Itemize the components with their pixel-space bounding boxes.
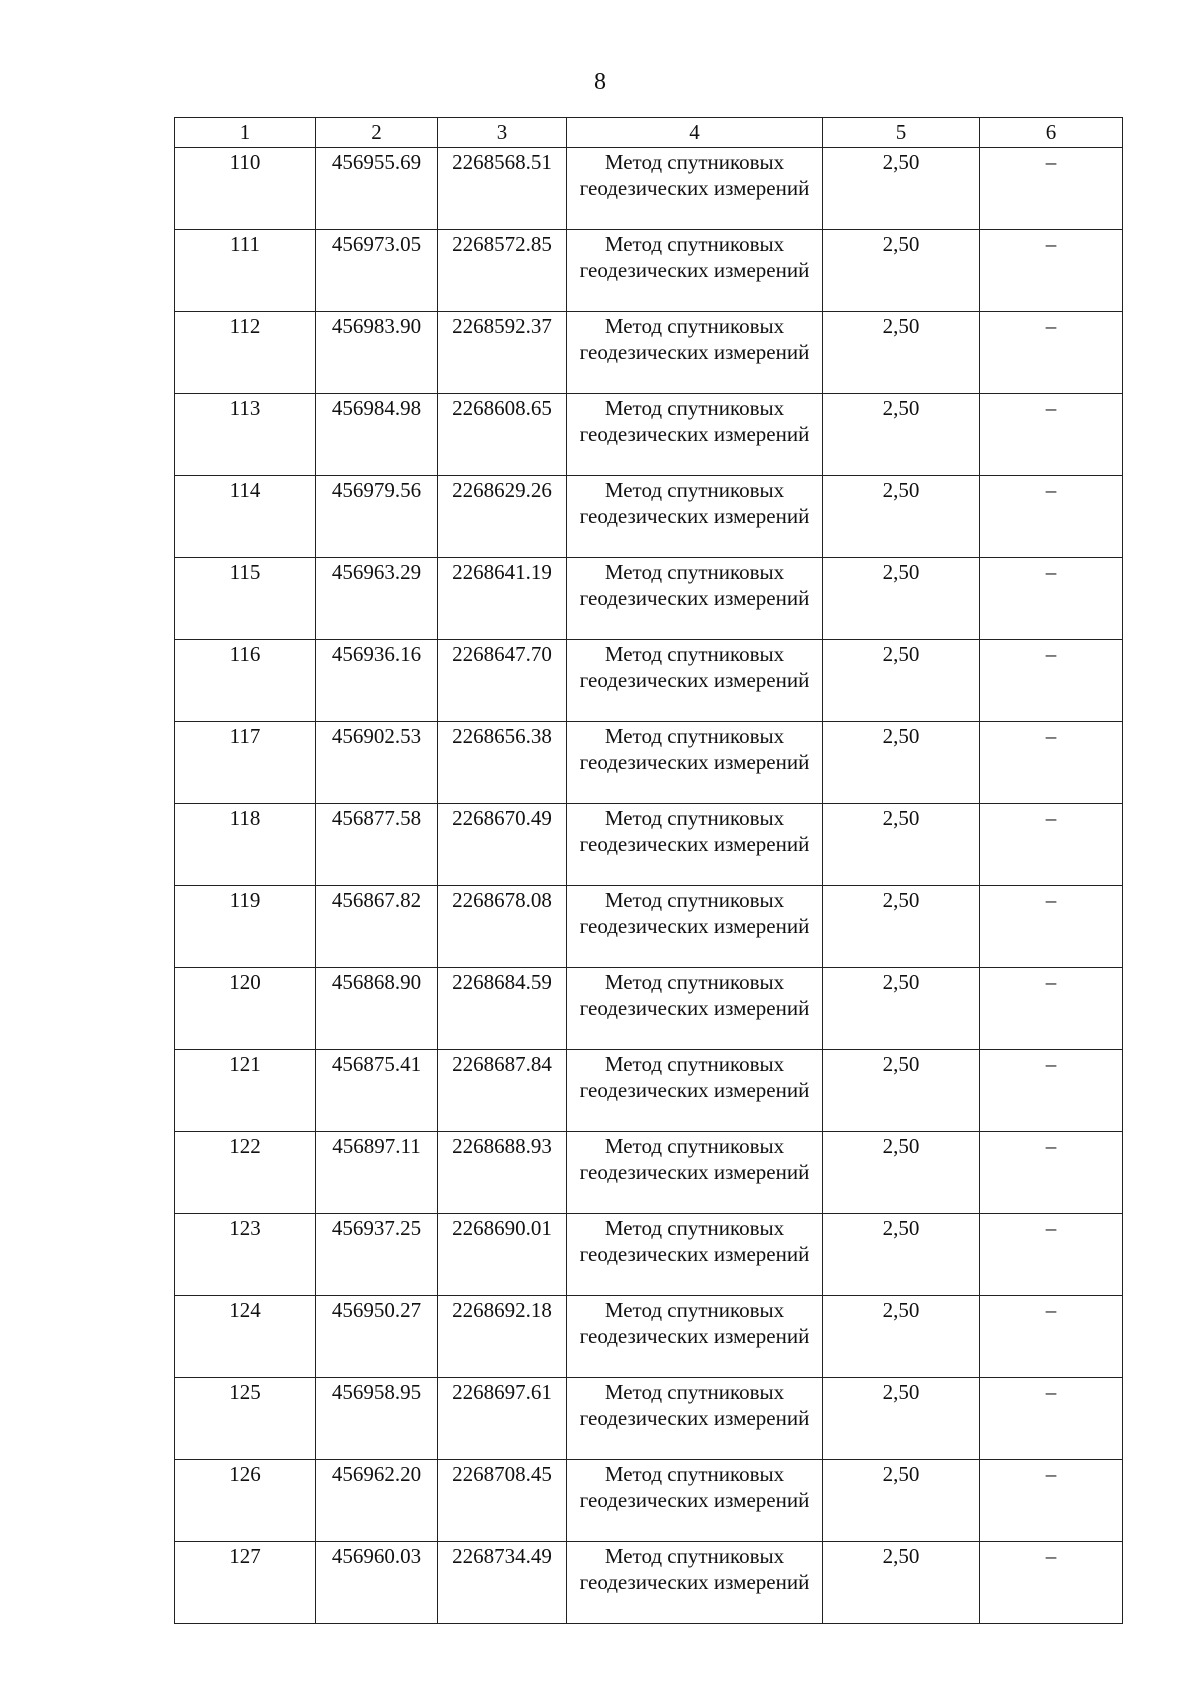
point-number-cell: 121	[175, 1050, 316, 1132]
accuracy-cell: 2,50	[823, 230, 980, 312]
point-number-cell: 113	[175, 394, 316, 476]
y-coordinate-cell: 2268697.61	[438, 1378, 567, 1460]
header-col-1: 1	[175, 118, 316, 148]
x-coordinate-cell: 456958.95	[316, 1378, 438, 1460]
y-coordinate-cell: 2268629.26	[438, 476, 567, 558]
accuracy-cell: 2,50	[823, 312, 980, 394]
header-col-5: 5	[823, 118, 980, 148]
method-cell: Метод спутниковых геодезических измерений	[567, 476, 823, 558]
method-cell: Метод спутниковых геодезических измерений	[567, 312, 823, 394]
table-row	[175, 968, 1123, 1050]
table-row	[175, 476, 1123, 558]
note-cell: –	[980, 558, 1123, 640]
table-row	[175, 886, 1123, 968]
x-coordinate-cell: 456937.25	[316, 1214, 438, 1296]
accuracy-cell: 2,50	[823, 1050, 980, 1132]
x-coordinate-cell: 456875.41	[316, 1050, 438, 1132]
table-row	[175, 722, 1123, 804]
coordinates-table	[174, 117, 1123, 1624]
table-row	[175, 640, 1123, 722]
accuracy-cell: 2,50	[823, 640, 980, 722]
accuracy-cell: 2,50	[823, 722, 980, 804]
note-cell: –	[980, 476, 1123, 558]
header-col-3: 3	[438, 118, 567, 148]
table-row	[175, 1132, 1123, 1214]
point-number-cell: 111	[175, 230, 316, 312]
accuracy-cell: 2,50	[823, 476, 980, 558]
point-number-cell: 116	[175, 640, 316, 722]
y-coordinate-cell: 2268690.01	[438, 1214, 567, 1296]
y-coordinate-cell: 2268687.84	[438, 1050, 567, 1132]
method-cell: Метод спутниковых геодезических измерений	[567, 1214, 823, 1296]
accuracy-cell: 2,50	[823, 1296, 980, 1378]
method-cell: Метод спутниковых геодезических измерений	[567, 558, 823, 640]
note-cell: –	[980, 312, 1123, 394]
table-row	[175, 148, 1123, 230]
accuracy-cell: 2,50	[823, 804, 980, 886]
method-cell: Метод спутниковых геодезических измерений	[567, 1542, 823, 1624]
note-cell: –	[980, 968, 1123, 1050]
method-cell: Метод спутниковых геодезических измерений	[567, 1050, 823, 1132]
y-coordinate-cell: 2268647.70	[438, 640, 567, 722]
method-cell: Метод спутниковых геодезических измерений	[567, 1296, 823, 1378]
accuracy-cell: 2,50	[823, 1542, 980, 1624]
table-row	[175, 230, 1123, 312]
header-col-6: 6	[980, 118, 1123, 148]
point-number-cell: 112	[175, 312, 316, 394]
note-cell: –	[980, 1132, 1123, 1214]
table-row	[175, 1214, 1123, 1296]
method-cell: Метод спутниковых геодезических измерений	[567, 804, 823, 886]
y-coordinate-cell: 2268734.49	[438, 1542, 567, 1624]
note-cell: –	[980, 394, 1123, 476]
note-cell: –	[980, 230, 1123, 312]
note-cell: –	[980, 722, 1123, 804]
x-coordinate-cell: 456983.90	[316, 312, 438, 394]
table-row	[175, 1542, 1123, 1624]
table-row	[175, 1296, 1123, 1378]
y-coordinate-cell: 2268688.93	[438, 1132, 567, 1214]
y-coordinate-cell: 2268568.51	[438, 148, 567, 230]
note-cell: –	[980, 1296, 1123, 1378]
accuracy-cell: 2,50	[823, 1214, 980, 1296]
y-coordinate-cell: 2268656.38	[438, 722, 567, 804]
method-cell: Метод спутниковых геодезических измерений	[567, 230, 823, 312]
point-number-cell: 114	[175, 476, 316, 558]
point-number-cell: 127	[175, 1542, 316, 1624]
x-coordinate-cell: 456897.11	[316, 1132, 438, 1214]
table-row	[175, 558, 1123, 640]
accuracy-cell: 2,50	[823, 1378, 980, 1460]
x-coordinate-cell: 456936.16	[316, 640, 438, 722]
x-coordinate-cell: 456867.82	[316, 886, 438, 968]
accuracy-cell: 2,50	[823, 1460, 980, 1542]
x-coordinate-cell: 456950.27	[316, 1296, 438, 1378]
note-cell: –	[980, 148, 1123, 230]
note-cell: –	[980, 1460, 1123, 1542]
point-number-cell: 124	[175, 1296, 316, 1378]
x-coordinate-cell: 456984.98	[316, 394, 438, 476]
accuracy-cell: 2,50	[823, 1132, 980, 1214]
y-coordinate-cell: 2268692.18	[438, 1296, 567, 1378]
header-col-2: 2	[316, 118, 438, 148]
x-coordinate-cell: 456877.58	[316, 804, 438, 886]
point-number-cell: 119	[175, 886, 316, 968]
y-coordinate-cell: 2268572.85	[438, 230, 567, 312]
x-coordinate-cell: 456979.56	[316, 476, 438, 558]
accuracy-cell: 2,50	[823, 968, 980, 1050]
table-header	[175, 118, 1123, 148]
y-coordinate-cell: 2268608.65	[438, 394, 567, 476]
method-cell: Метод спутниковых геодезических измерений	[567, 968, 823, 1050]
method-cell: Метод спутниковых геодезических измерений	[567, 148, 823, 230]
x-coordinate-cell: 456868.90	[316, 968, 438, 1050]
table-row	[175, 1460, 1123, 1542]
point-number-cell: 120	[175, 968, 316, 1050]
y-coordinate-cell: 2268684.59	[438, 968, 567, 1050]
table-row	[175, 1050, 1123, 1132]
note-cell: –	[980, 1050, 1123, 1132]
accuracy-cell: 2,50	[823, 394, 980, 476]
x-coordinate-cell: 456955.69	[316, 148, 438, 230]
method-cell: Метод спутниковых геодезических измерений	[567, 722, 823, 804]
x-coordinate-cell: 456902.53	[316, 722, 438, 804]
method-cell: Метод спутниковых геодезических измерений	[567, 886, 823, 968]
table-row	[175, 804, 1123, 886]
table-row	[175, 1378, 1123, 1460]
point-number-cell: 123	[175, 1214, 316, 1296]
x-coordinate-cell: 456960.03	[316, 1542, 438, 1624]
accuracy-cell: 2,50	[823, 148, 980, 230]
table-row	[175, 312, 1123, 394]
note-cell: –	[980, 640, 1123, 722]
y-coordinate-cell: 2268670.49	[438, 804, 567, 886]
method-cell: Метод спутниковых геодезических измерений	[567, 1378, 823, 1460]
y-coordinate-cell: 2268641.19	[438, 558, 567, 640]
header-row	[175, 118, 1123, 148]
method-cell: Метод спутниковых геодезических измерений	[567, 394, 823, 476]
point-number-cell: 117	[175, 722, 316, 804]
method-cell: Метод спутниковых геодезических измерений	[567, 640, 823, 722]
point-number-cell: 125	[175, 1378, 316, 1460]
point-number-cell: 118	[175, 804, 316, 886]
table-body	[175, 148, 1123, 1624]
method-cell: Метод спутниковых геодезических измерений	[567, 1460, 823, 1542]
method-cell: Метод спутниковых геодезических измерений	[567, 1132, 823, 1214]
page-number: 8	[594, 69, 606, 95]
note-cell: –	[980, 1542, 1123, 1624]
note-cell: –	[980, 1378, 1123, 1460]
y-coordinate-cell: 2268678.08	[438, 886, 567, 968]
note-cell: –	[980, 804, 1123, 886]
point-number-cell: 126	[175, 1460, 316, 1542]
x-coordinate-cell: 456963.29	[316, 558, 438, 640]
header-col-4: 4	[567, 118, 823, 148]
table-row	[175, 394, 1123, 476]
accuracy-cell: 2,50	[823, 558, 980, 640]
point-number-cell: 122	[175, 1132, 316, 1214]
point-number-cell: 110	[175, 148, 316, 230]
point-number-cell: 115	[175, 558, 316, 640]
accuracy-cell: 2,50	[823, 886, 980, 968]
y-coordinate-cell: 2268592.37	[438, 312, 567, 394]
x-coordinate-cell: 456973.05	[316, 230, 438, 312]
y-coordinate-cell: 2268708.45	[438, 1460, 567, 1542]
note-cell: –	[980, 886, 1123, 968]
x-coordinate-cell: 456962.20	[316, 1460, 438, 1542]
note-cell: –	[980, 1214, 1123, 1296]
